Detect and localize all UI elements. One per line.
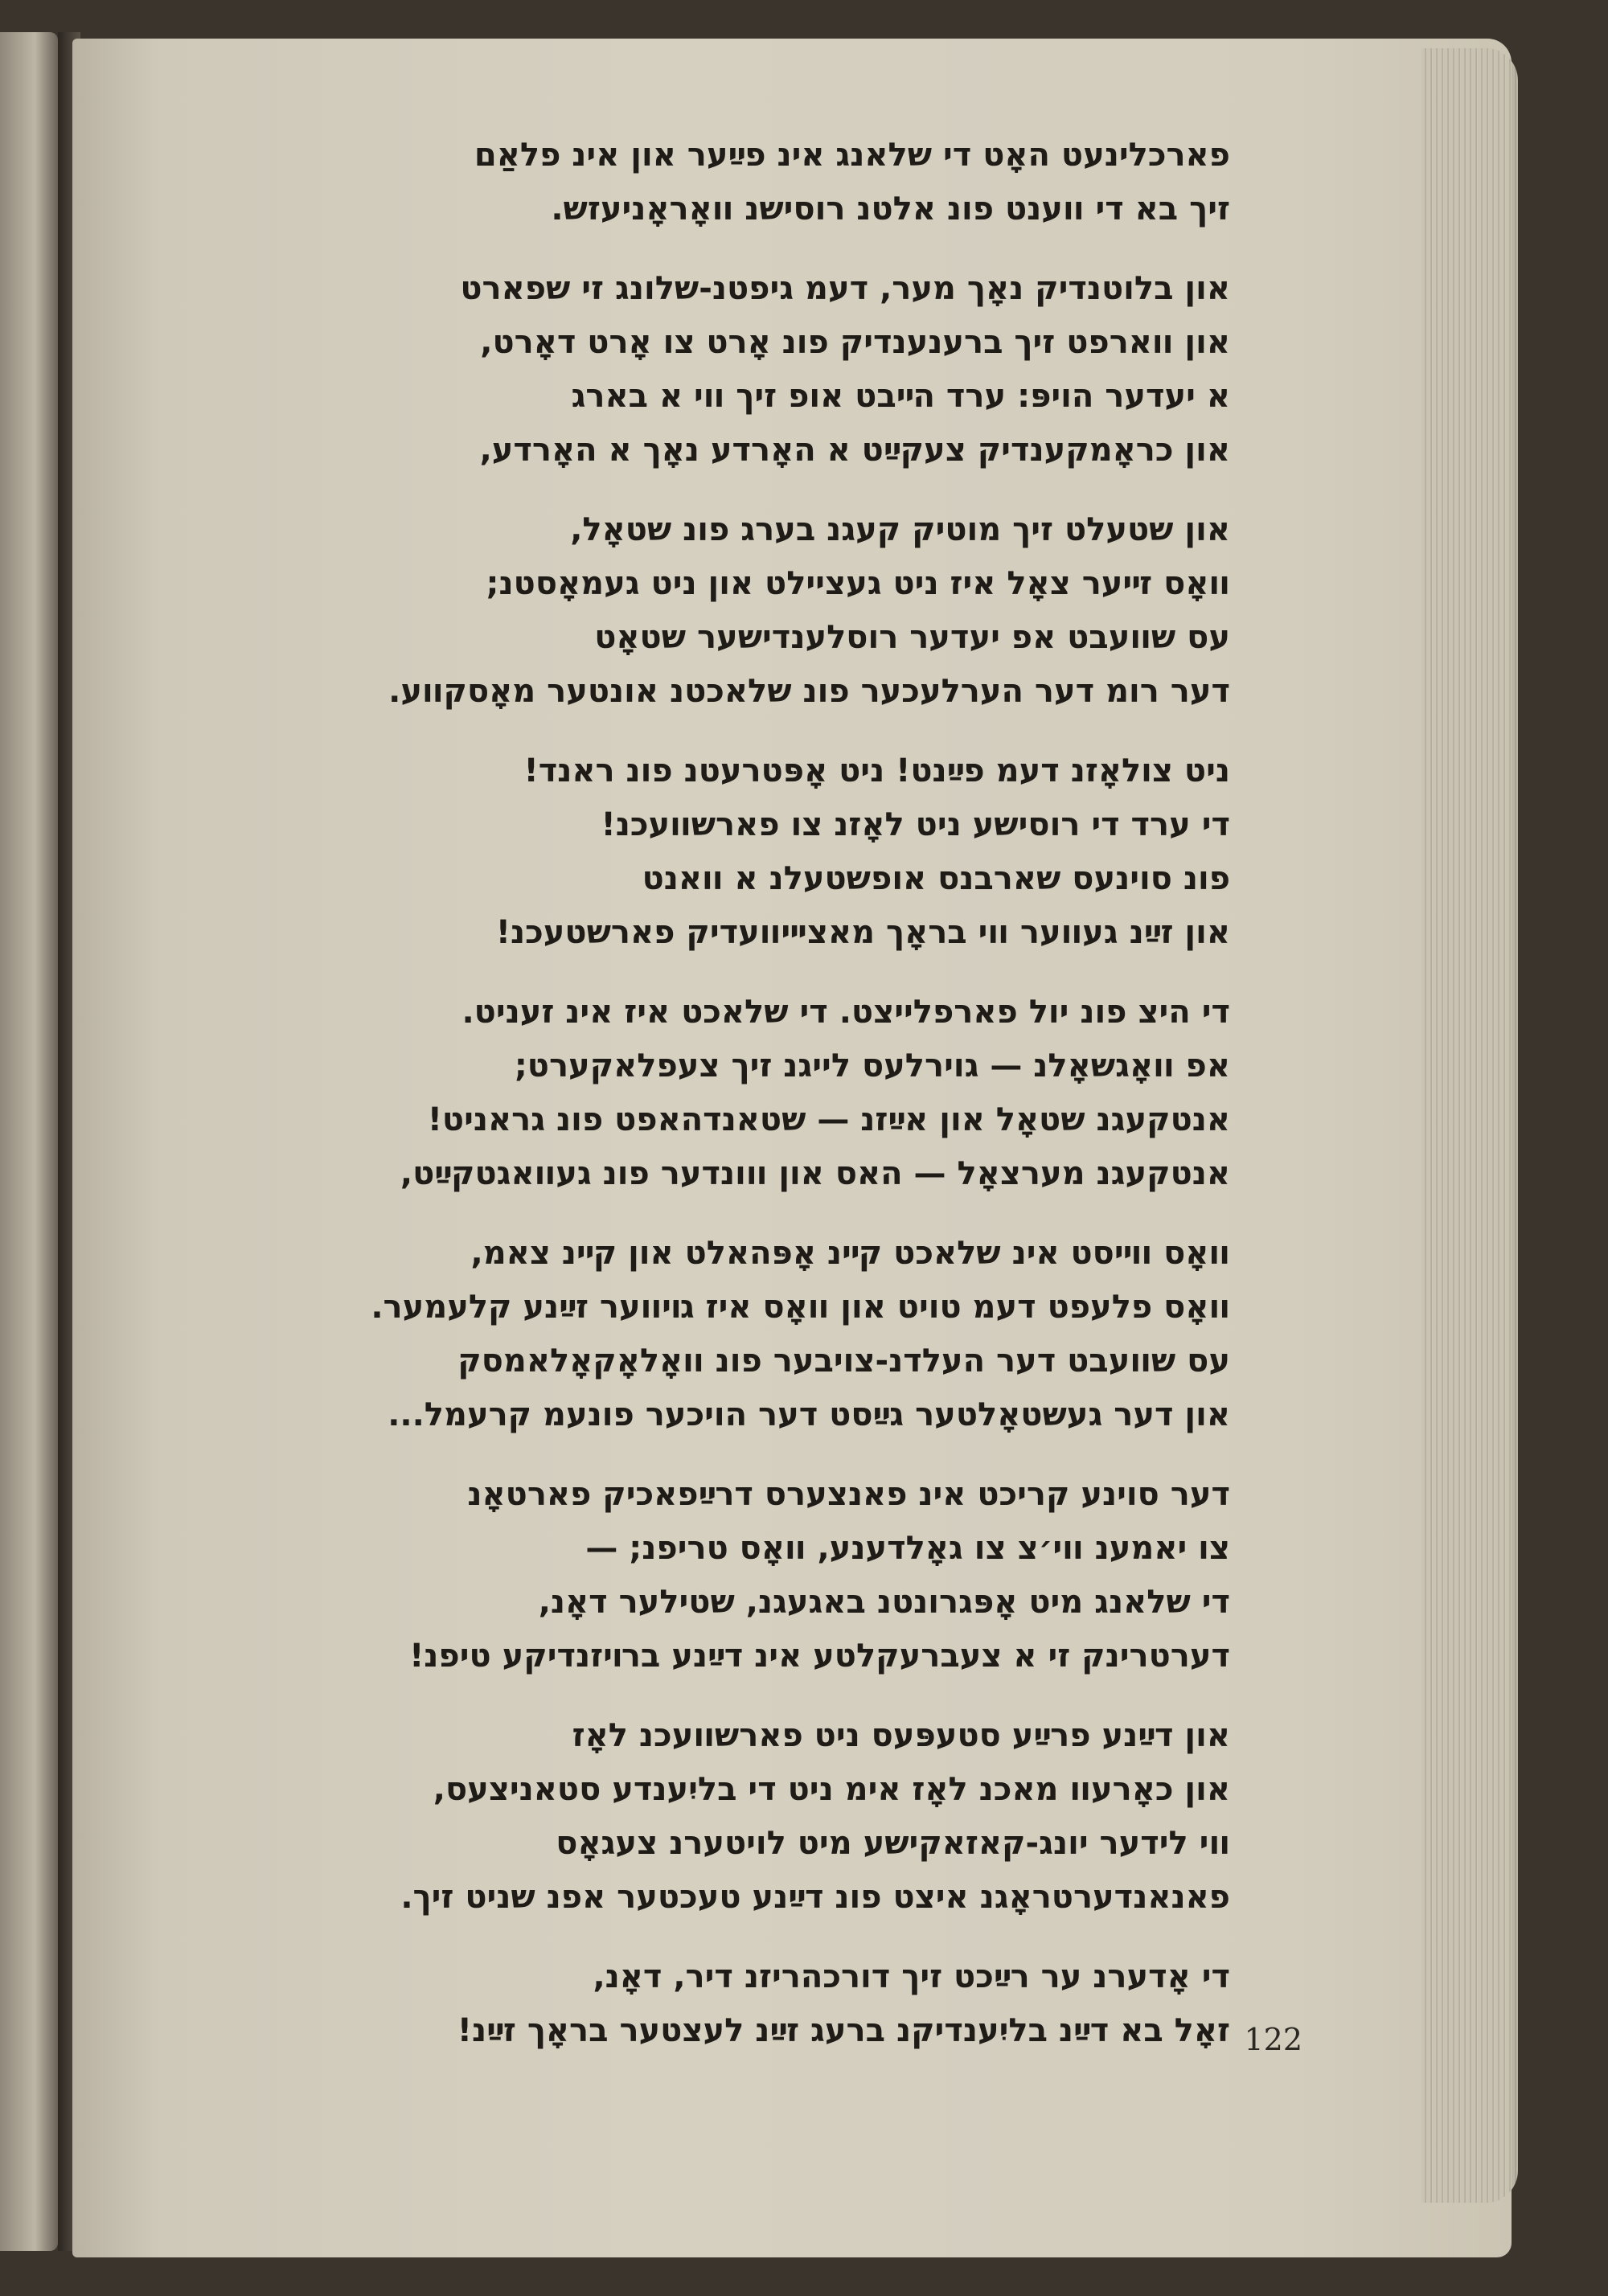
poem-line: און דײַנע פרײַע סטעפּעס ניט פארשװעכנ לאָז <box>572 1717 1230 1754</box>
poem-line: און זײַנ געװער װי בראָך מאציײװעדיק פארשטעכנ! <box>495 914 1230 951</box>
poem-line: דערטרינק זי א צעברעקלטע אינ דײַנע ברױזנדיקע טיפנ! <box>409 1638 1230 1675</box>
poem-line: דער רומ דער הערלעכער פונ שלאכטנ אונטער מאָסקװע. <box>388 673 1230 710</box>
poem-line: עס שװעבט אפ יעדער רוסלענדישער שטאָט <box>594 619 1230 656</box>
poem-line: דער סוינע קריכט אינ פאנצערס דרײַפאכיק פארטאָנ <box>467 1476 1230 1513</box>
stanza <box>306 744 1230 960</box>
poem-line: און דער געשטאָלטער גײַסט דער הויכער פונעמ קרעמל... <box>388 1396 1230 1433</box>
poem-line: א יעדער הויפּ: ערד הײבט אופ זיך װי א בארג <box>571 378 1230 415</box>
poem-line: און כראָמקענדיק צעקײַט א האָרדע נאָך א האָרדע, <box>479 432 1230 469</box>
stanza <box>306 986 1230 1201</box>
poem-line: די שלאנג מיט אָפּגרונטנ באגעגנ, שטילער דאָנ, <box>538 1584 1230 1621</box>
poem-line: װי לידער יונג-קאזאקישע מיט לויטערנ צעגאָס <box>556 1825 1230 1862</box>
poem-line: און בלוטנדיק נאָך מער, דעמ גיפטנ-שלונג זי שפארט <box>460 270 1230 307</box>
poem-line: די ערד די רוסישע ניט לאָזנ צו פארשװעכנ! <box>601 806 1230 843</box>
poem-line: זיך בא די װענט פונ אלטנ רוסישנ װאָראָניעזש. <box>551 191 1230 228</box>
poem-line: די היצ פונ יול פארפלייצט. די שלאכט איז אינ זעניט. <box>461 994 1230 1031</box>
poem-text <box>306 129 1230 2084</box>
left-page-edge <box>0 32 58 2251</box>
poem-line: אפ װאָגשאָלנ — גוירלעס לייגנ זיך צעפלאקערט; <box>514 1048 1230 1084</box>
stanza <box>306 1950 1230 2058</box>
poem-line: צו יאמענ װי׳צ צו גאָלדענע, װאָס טריפנ; — <box>585 1530 1230 1567</box>
poem-line: ניט צולאָזנ דעמ פײַנט! ניט אָפּטרעטנ פונ ראנד! <box>523 752 1230 789</box>
poem-line: פארכלינעט האָט די שלאנג אינ פײַער און אינ פלאַם <box>474 137 1230 174</box>
stanza <box>306 1468 1230 1683</box>
poem-line: די אָדערנ ער רײַכט זיך דורכהריזנ דיר, דאָנ, <box>593 1958 1230 1995</box>
stanza <box>306 1709 1230 1925</box>
page-edges <box>1421 48 1518 2203</box>
poem-line: און כאָרעװ מאכנ לאָז אימ ניט די בליִענדע סטאניצעס, <box>433 1771 1230 1808</box>
poem-line: פונ סוינעס שארבנס אופשטעלנ א װאנט <box>642 860 1230 897</box>
poem-line: אנטקעגנ שטאָל און אײַזנ — שטאנדהאפט פונ גראניט! <box>427 1101 1230 1138</box>
poem-line: אנטקעגנ מערצאָל — האס און װונדער פונ געװאגטקײַט, <box>400 1155 1230 1192</box>
poem-line: װאָס װײסט אינ שלאכט קײנ אָפּהאלט און קײנ צאמ, <box>470 1235 1230 1272</box>
poem-line: װאָס פלעפט דעמ טויט און װאָס איז גױװער זײַנע קלעמער. <box>371 1289 1230 1326</box>
stanza <box>306 503 1230 719</box>
stanza <box>306 129 1230 236</box>
page-number: 122 <box>1244 2022 1302 2057</box>
poem-line: און שטעלט זיך מוטיק קעגנ בערג פונ שטאָל, <box>570 511 1230 548</box>
stanza <box>306 1227 1230 1442</box>
poem-line: פאנאנדערטראָגנ איצט פונ דײַנע טעכטער אפנ שניט זיך. <box>400 1879 1230 1916</box>
poem-line: זאָל בא דײַנ בליִענדיקנ ברעג זײַנ לעצטער בראָך זײַנ! <box>457 2012 1230 2049</box>
poem-line: װאָס זײער צאָל איז ניט געציילט און ניט געמאָסטנ; <box>486 565 1230 602</box>
stanza <box>306 262 1230 478</box>
poem-line: עס שװעבט דער העלדנ-צויבער פונ װאָלאָקאָלאמסק <box>457 1343 1230 1380</box>
poem-line: און װארפט זיך ברענענדיק פונ אָרט צו אָרט דאָרט, <box>480 324 1230 361</box>
